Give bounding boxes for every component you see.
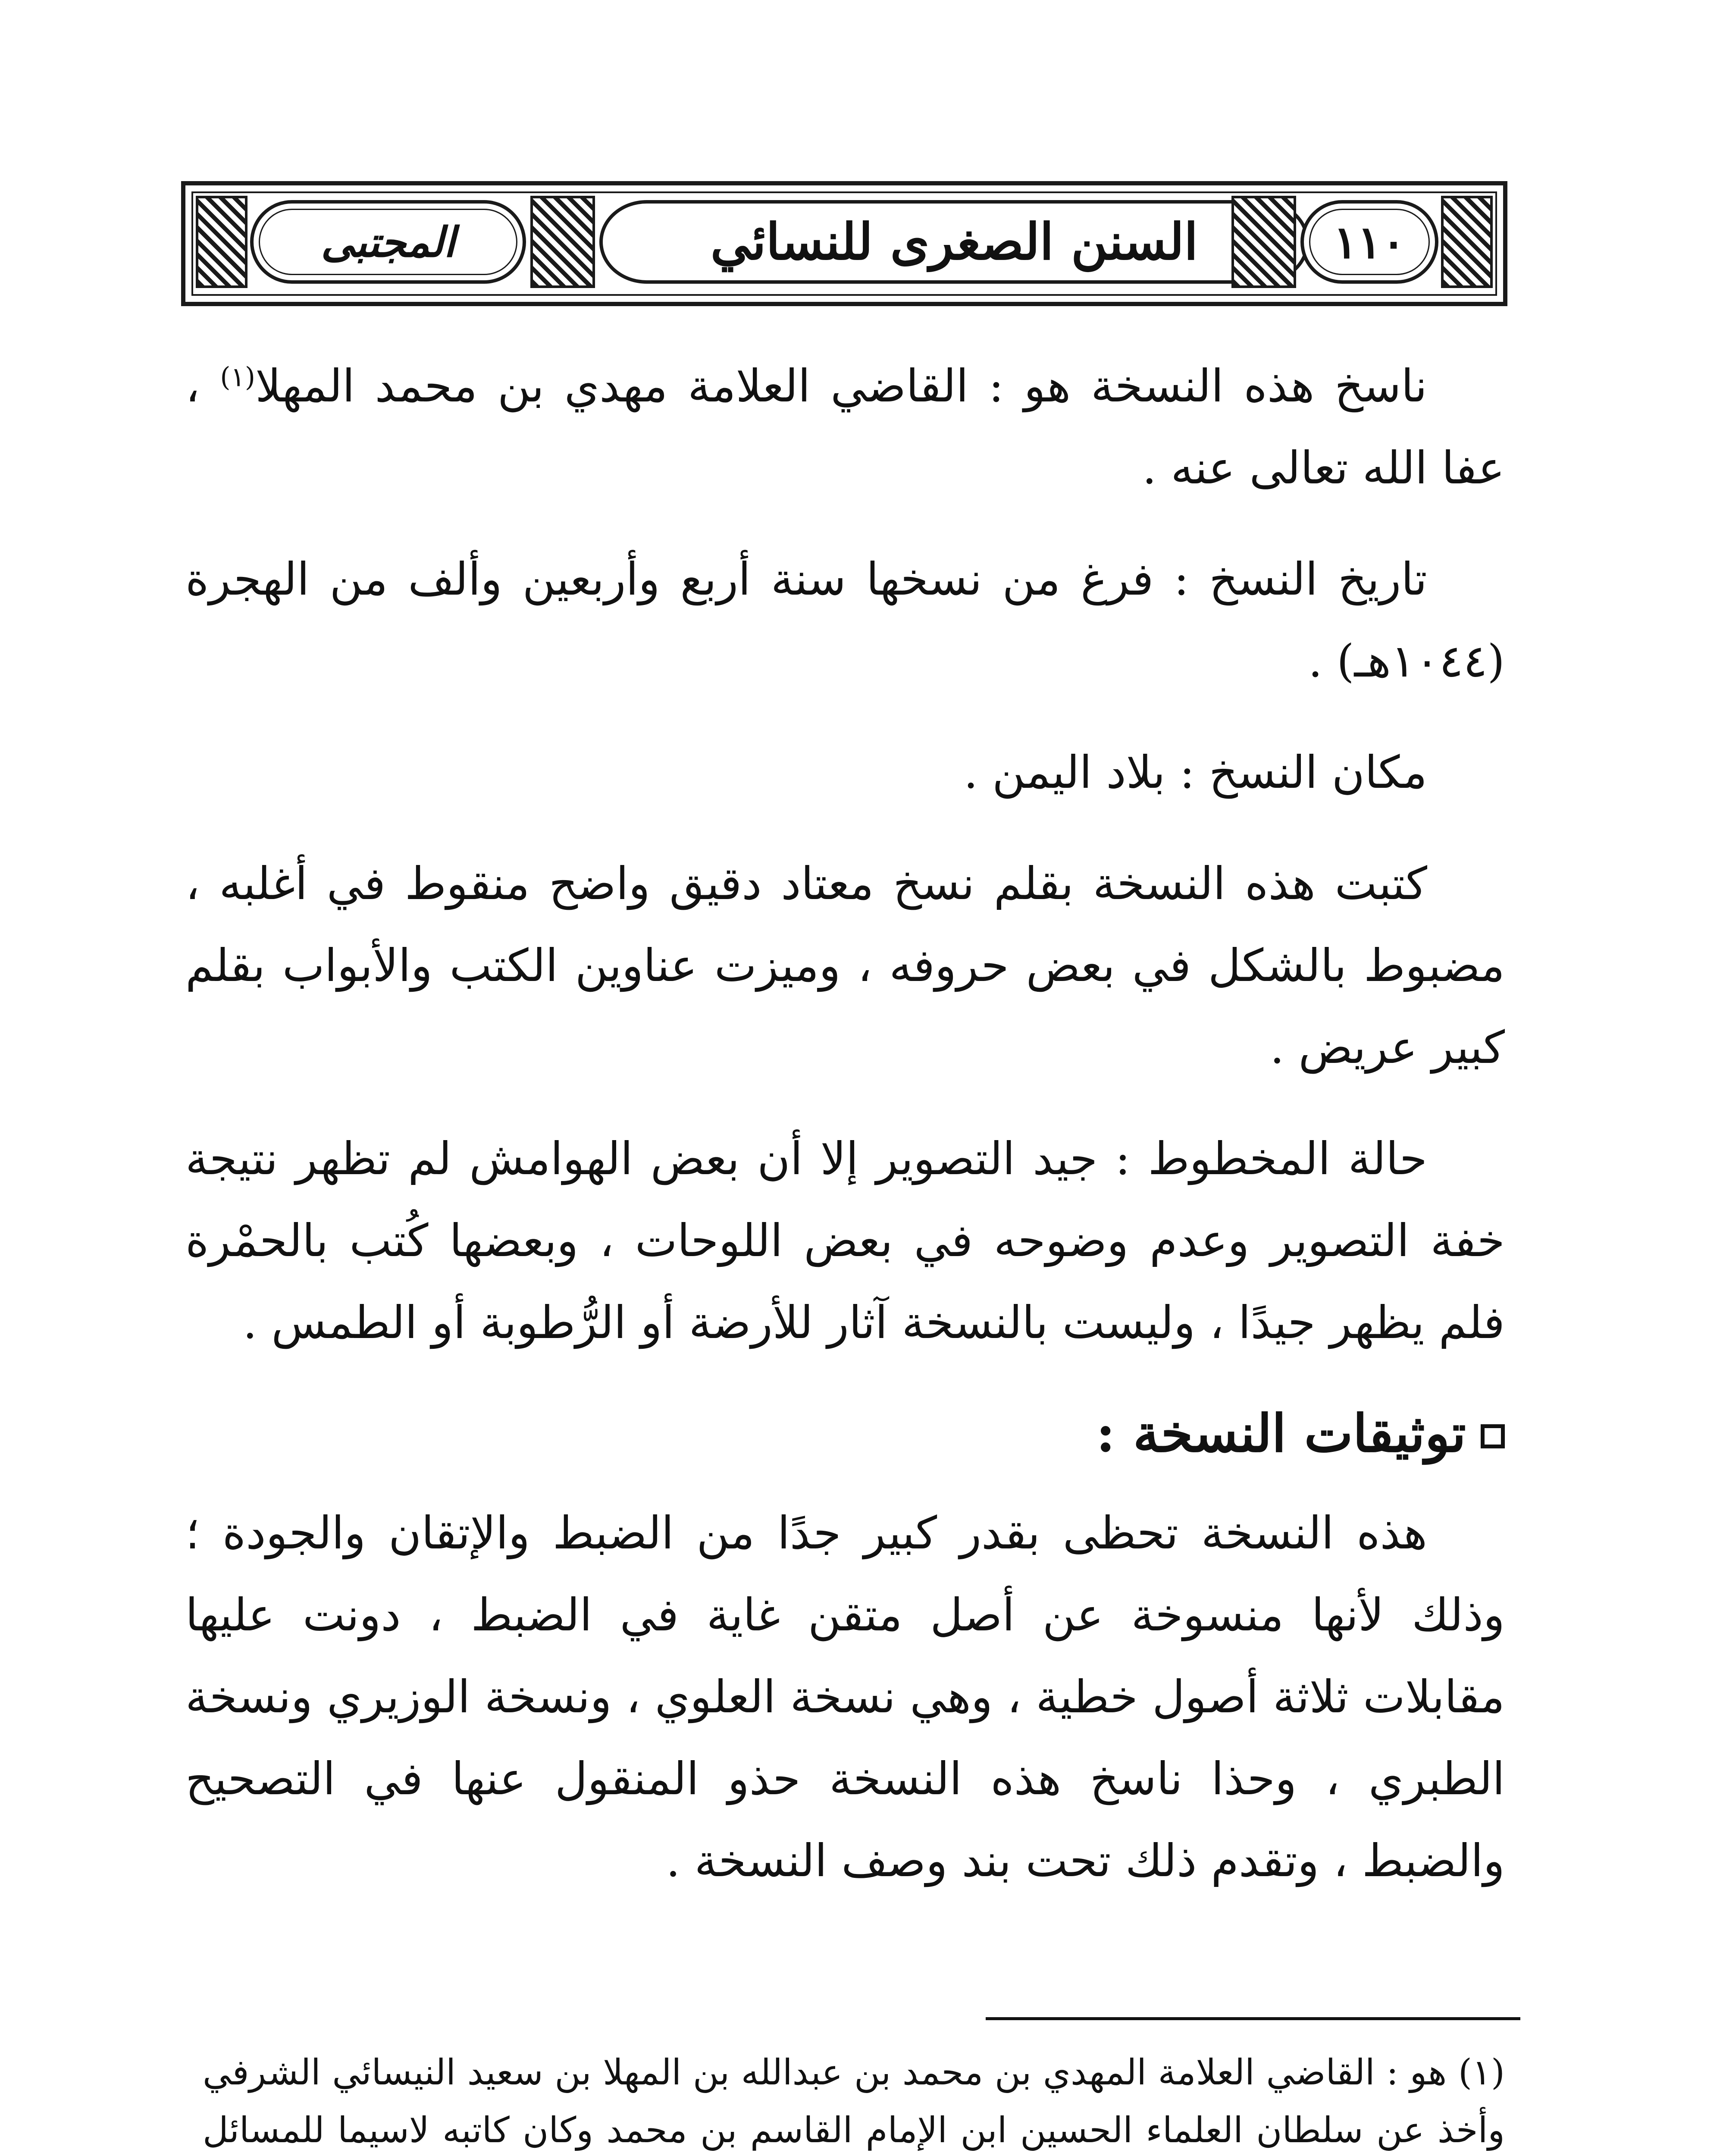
paragraph-documentation: هذه النسخة تحظى بقدر كبير جدًا من الضبط والإتقان والجودة ؛ وذلك لأنها منسوخة عن أصل متقن غاية في الضبط ، دونت عليها مقابلات ثلاثة أصول خطية ، وهي نسخة العلوي ، ونسخة الوزيري ونسخة الطبري ، وحذا ناسخ هذه النسخة حذو المنقول عنها في التصحيح والضبط ، وتقدم ذلك تحت بند وصف النسخة . bbox=[185, 1507, 1505, 1887]
footnote: (١) هو : القاضي العلامة المهدي بن محمد بن عبدالله بن المهلا بن سعيد النيسائي الشرفي وأخذ عن سلطان العلماء الحسين ابن الإمام القاسم بن محمد وكان كاتبه لاسيما للمسائل bbox=[203, 2052, 1505, 2151]
square-bullet-icon bbox=[1481, 1424, 1505, 1448]
footnote-ref: (١) bbox=[220, 361, 256, 393]
main-content bbox=[185, 345, 1505, 1931]
section-heading-text: توثيقات النسخة : bbox=[1096, 1403, 1466, 1464]
page-number: ١١٠ bbox=[1333, 215, 1406, 269]
running-title-box bbox=[599, 200, 1309, 284]
paragraph-copy-date: تاريخ النسخ : فرغ من نسخها سنة أربع وأربعين وألف من الهجرة (١٠٤٤هـ) . bbox=[185, 553, 1505, 687]
footnote-separator bbox=[986, 2017, 1520, 2020]
running-title: السنن الصغرى للنسائي bbox=[710, 213, 1198, 271]
book-name-label: المجتبى bbox=[321, 217, 455, 266]
header-ornament-icon bbox=[1441, 196, 1493, 288]
header-ornament-icon bbox=[196, 196, 247, 288]
header-ornament-icon bbox=[1231, 196, 1296, 288]
paragraph-copyist bbox=[185, 345, 1505, 509]
paragraph-text: ، عفا الله تعالى عنه . bbox=[185, 360, 1505, 494]
page-number-box bbox=[1300, 200, 1438, 284]
paragraph-text: ناسخ هذه النسخة هو : القاضي العلامة مهدي بن محمد المهلا bbox=[255, 360, 1427, 412]
book-name-medallion bbox=[250, 200, 526, 284]
paragraph-manuscript-condition: حالة المخطوط : جيد التصوير إلا أن بعض الهوامش لم تظهر نتيجة خفة التصوير وعدم وضوحه في بعض اللوحات ، وبعضها كُتب بالحمْرة فلم يظهر جيدًا ، وليست بالنسخة آثار للأرضة أو الرُّطوبة أو الطمس . bbox=[185, 1132, 1505, 1349]
header-ornament-icon bbox=[530, 196, 595, 288]
paragraph-copy-place: مكان النسخ : بلاد اليمن . bbox=[963, 746, 1427, 799]
page-header bbox=[181, 181, 1507, 306]
footnotes bbox=[203, 2044, 1505, 2156]
paragraph-script-description: كتبت هذه النسخة بقلم نسخ معتاد دقيق واضح منقوط في أغلبه ، مضبوط بالشكل في بعض حروفه ، وميزت عناوين الكتب والأبواب بقلم كبير عريض . bbox=[185, 857, 1505, 1074]
section-heading bbox=[185, 1393, 1505, 1475]
